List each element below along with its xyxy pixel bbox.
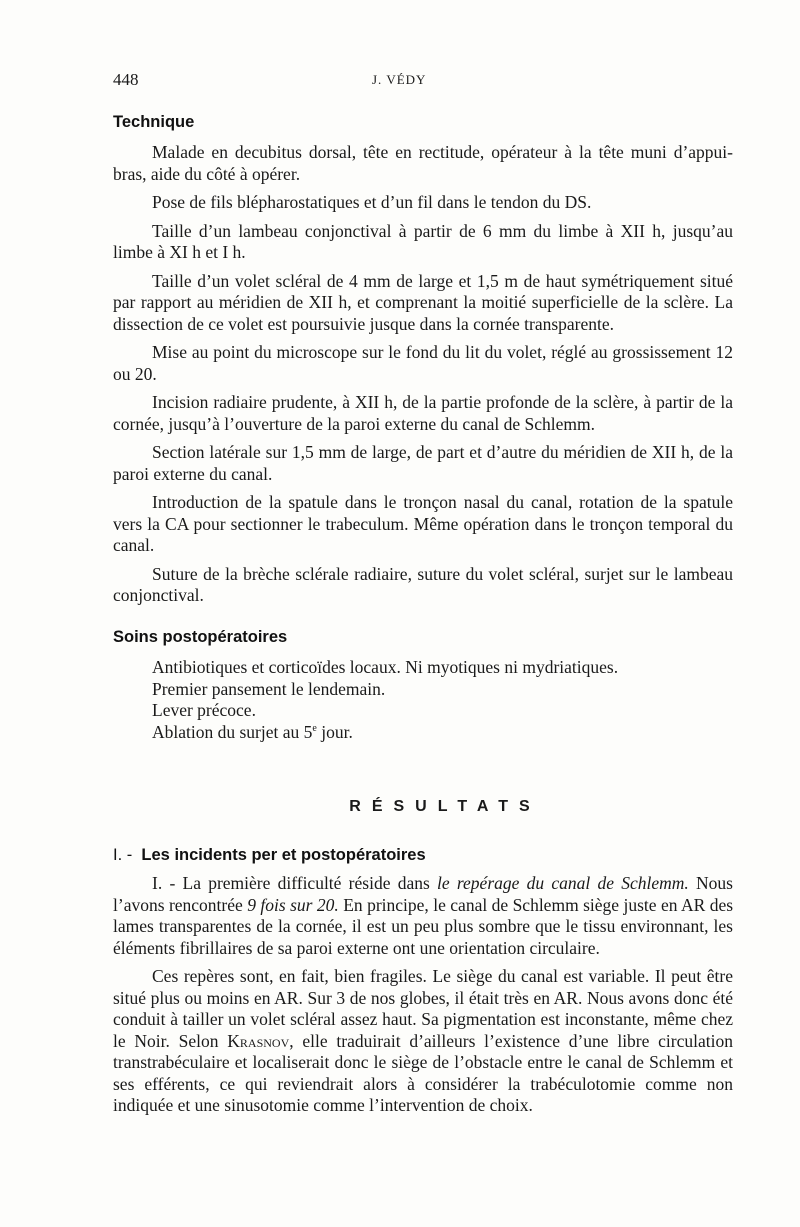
resultats-heading: RÉSULTATS [349, 798, 541, 815]
resultats-body [113, 873, 733, 1124]
technique-paragraph: Section latérale sur 1,5 mm de large, de part et d’autre du méridien de XII h, de la paroi externe du canal. [113, 442, 733, 484]
soins-body [152, 657, 752, 743]
page-number: 448 [113, 70, 139, 89]
technique-body [113, 142, 733, 614]
technique-heading: Technique [113, 113, 195, 131]
technique-paragraph: Taille d’un volet scléral de 4 mm de large et 1,5 m de haut symétriquement situé par rapport au méridien de XII h, et comprenant la moitié superficielle de la sclère. La dissection de ce volet est poursuivie jusque dans la cornée transparente. [113, 270, 733, 334]
technique-paragraph: Malade en decubitus dorsal, tête en rectitude, opérateur à la tête muni d’appui-bras, aide du côté à opérer. [113, 142, 733, 184]
technique-paragraph: Introduction de la spatule dans le tronçon nasal du canal, rotation de la spatule vers la CA pour sectionner le trabeculum. Même opération dans le tronçon temporal du canal. [113, 492, 733, 555]
cited-author: Krasnov [227, 1030, 290, 1051]
resultats-subheading [113, 846, 426, 865]
running-head-author: J. VÉDY [372, 72, 427, 87]
resultats-paragraph-2: Ces repères sont, en fait, bien fragiles. Le siège du canal est variable. Il peut être situé plus ou moins en AR. Sur 3 de nos globes, il était très en AR. Nous avons donc été conduit à tailler un volet scléral assez haut. Sa pigmentation est inconstante, même chez le Noir. Selon Krasnov, elle traduirait d’ailleurs l’existence d’une libre circulation transtrabéculaire et localiserait donc le siège de l’obstacle entre le canal de Schlemm et ses efférents, ce qui reviendrait alors à considérer la trabéculotomie comme non indiquée et une sinusotomie comme l’intervention de choix. [113, 966, 733, 1115]
technique-paragraph: Incision radiaire prudente, à XII h, de la partie profonde de la sclère, à partir de la cornée, jusqu’à l’ouverture de la paroi externe du canal de Schlemm. [113, 392, 733, 434]
technique-paragraph: Pose de fils blépharostatiques et d’un fil dans le tendon du DS. [152, 192, 592, 212]
technique-paragraph: Suture de la brèche sclérale radiaire, suture du volet scléral, surjet sur le lambeau conjonctival. [113, 563, 733, 605]
subheading-number: I. - [113, 846, 133, 864]
technique-paragraph: Mise au point du microscope sur le fond du lit du volet, réglé au grossissement 12 ou 20. [113, 342, 733, 384]
soins-line: Lever précoce. [152, 700, 256, 720]
soins-heading: Soins postopératoires [113, 628, 288, 646]
subheading-title: Les incidents per et postopératoires [141, 846, 426, 864]
soins-line-ablation: Ablation du surjet au 5e jour. [152, 721, 353, 742]
soins-line: Antibiotiques et corticoïdes locaux. Ni myotiques ni mydriatiques. [152, 657, 619, 677]
resultats-paragraph-1: I. - La première difficulté réside dans le repérage du canal de Schlemm. Nous l’avons rencontrée 9 fois sur 20. En principe, le canal de Schlemm siège juste en AR des lames transparentes de la cornée, il est un peu plus sombre que le tissu environnant, les éléments fibrillaires de sa paroi externe ont une orientation circulaire. [113, 873, 734, 958]
soins-line: Premier pansement le lendemain. [152, 678, 386, 699]
technique-paragraph: Taille d’un lambeau conjonctival à partir de 6 mm du limbe à XII h, jusqu’au limbe à XI h et I h. [113, 220, 733, 262]
